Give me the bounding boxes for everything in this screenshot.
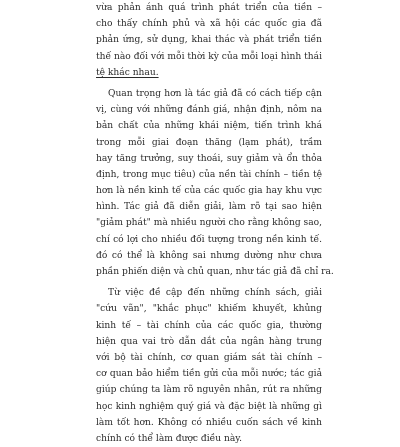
body-text	[96, 0, 334, 447]
text-line: đó có thể là không sai nhưng dường như chưa	[96, 250, 322, 261]
text-line: cho thấy chính phủ và xã hội các quốc gia đã	[96, 19, 322, 30]
text-line: làm tốt hơn. Không có nhiều cuốn sách về kinh	[96, 417, 322, 428]
paragraph-3	[96, 285, 322, 447]
text-line: bản chất của những khái niệm, tiến trình khá	[96, 121, 322, 132]
text-line: hơn là nền kinh tế của các quốc gia hay khu vực	[96, 186, 322, 197]
text-line: với bộ tài chính, cơ quan giám sát tài chính –	[96, 352, 322, 363]
text-line: phản ứng, sử dụng, khai thác và phát triển tiền	[96, 35, 322, 46]
text-line: "giảm phát" mà nhiều người cho rằng không sao,	[96, 218, 322, 229]
text-line: kinh tế – tài chính của các quốc gia, thường	[96, 320, 322, 331]
text-line: phần phiến diện và chủ quan, như tác giả đã chỉ ra.	[96, 267, 334, 277]
text-line: vừa phản ánh quá trình phát triển của tiền –	[96, 3, 322, 13]
text-line: Từ việc đề cập đến những chính sách, giải	[108, 288, 322, 299]
paragraph-1	[96, 0, 322, 81]
paragraph-2	[96, 86, 334, 280]
text-line: học kinh nghiệm quý giá và đặc biệt là những gì	[96, 401, 322, 412]
text-line: hay tăng trưởng, suy thoái, suy giảm và ổn thỏa	[96, 153, 322, 164]
text-line: thế nào đối với mỗi thời kỳ của mỗi loại hình thái	[96, 51, 322, 62]
text-line: giúp chúng ta làm rõ nguyên nhân, rút ra những	[96, 385, 322, 396]
text-line: Quan trọng hơn là tác giả đã có cách tiếp cận	[108, 88, 322, 99]
text-line: hình. Tác giả đã diễn giải, làm rõ tại sao hiện	[96, 202, 322, 213]
text-line: cơ quan bảo hiểm tiền gửi của mỗi nước; tác giả	[96, 369, 322, 380]
text-line: vị, cùng với những đánh giá, nhận định, nôm na	[96, 105, 322, 116]
underlined-text: tệ khác nhau.	[96, 67, 159, 78]
text-line: hiện qua vai trò dẫn dắt của ngân hàng trung	[96, 336, 322, 347]
text-line: định, trong mục tiêu) của nền tài chính – tiền tệ	[96, 169, 322, 180]
text-line: chí có lợi cho nhiều đối tượng trong nền kinh tế.	[96, 234, 322, 245]
text-line: chính có thể làm được điều này.	[96, 433, 243, 444]
text-line	[96, 65, 322, 81]
text-line: "cứu vãn", "khắc phục" khiếm khuyết, khủng	[96, 304, 322, 315]
text-line: trong mỗi giai đoạn thăng (lạm phát), trầm	[96, 137, 322, 148]
